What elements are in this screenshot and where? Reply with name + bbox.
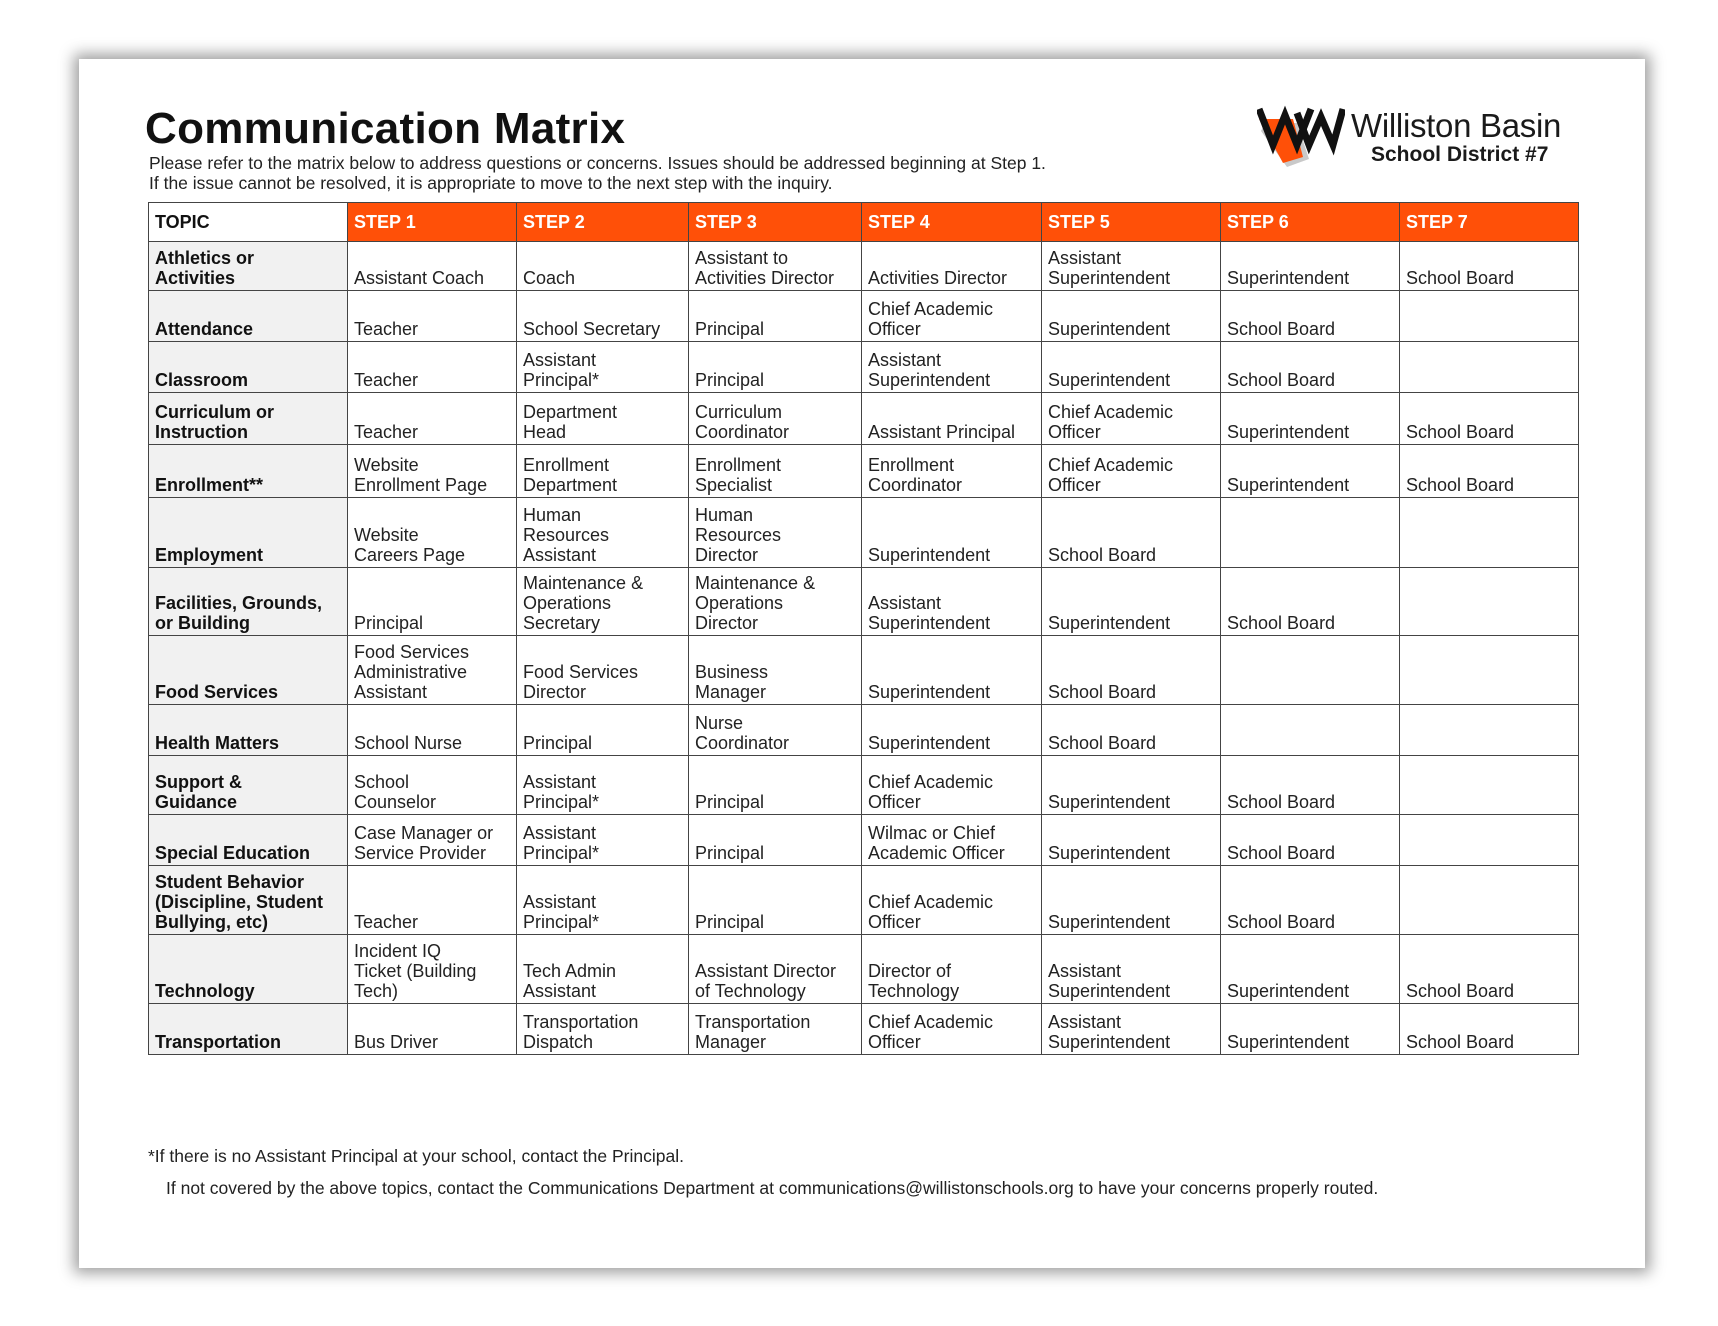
step-4-cell: Director of Technology	[862, 935, 1042, 1004]
step-4-cell: Wilmac or Chief Academic Officer	[862, 815, 1042, 866]
step-1-cell: Website Enrollment Page	[348, 445, 517, 498]
step-4-cell: Chief Academic Officer	[862, 291, 1042, 342]
communication-matrix-table	[148, 202, 1579, 1055]
topic-cell: Attendance	[149, 291, 348, 342]
header-step-2: STEP 2	[517, 203, 689, 242]
table-row	[149, 445, 1579, 498]
table-row	[149, 342, 1579, 393]
step-6-cell: School Board	[1221, 342, 1400, 393]
step-6-cell: Superintendent	[1221, 1004, 1400, 1055]
step-7-cell: School Board	[1400, 935, 1579, 1004]
step-4-cell: Superintendent	[862, 636, 1042, 705]
step-1-cell: Teacher	[348, 291, 517, 342]
step-4-cell: Chief Academic Officer	[862, 1004, 1042, 1055]
step-3-cell: Curriculum Coordinator	[689, 393, 862, 445]
topic-cell: Athletics or Activities	[149, 242, 348, 291]
wb-logo-icon	[1257, 101, 1345, 173]
table-row	[149, 1004, 1579, 1055]
step-6-cell	[1221, 498, 1400, 568]
step-1-cell: Website Careers Page	[348, 498, 517, 568]
step-1-cell: Bus Driver	[348, 1004, 517, 1055]
step-5-cell: Superintendent	[1042, 568, 1221, 636]
step-2-cell: Assistant Principal*	[517, 815, 689, 866]
step-7-cell	[1400, 291, 1579, 342]
step-7-cell	[1400, 756, 1579, 815]
step-3-cell: Nurse Coordinator	[689, 705, 862, 756]
header-step-6: STEP 6	[1221, 203, 1400, 242]
step-6-cell: School Board	[1221, 568, 1400, 636]
step-3-cell: Principal	[689, 342, 862, 393]
step-3-cell: Enrollment Specialist	[689, 445, 862, 498]
step-1-cell: Teacher	[348, 342, 517, 393]
step-7-cell	[1400, 866, 1579, 935]
topic-cell: Support & Guidance	[149, 756, 348, 815]
step-6-cell: Superintendent	[1221, 445, 1400, 498]
step-2-cell: Human Resources Assistant	[517, 498, 689, 568]
step-5-cell: Superintendent	[1042, 815, 1221, 866]
table-row	[149, 935, 1579, 1004]
step-1-cell: Assistant Coach	[348, 242, 517, 291]
step-2-cell: Assistant Principal*	[517, 342, 689, 393]
step-4-cell: Chief Academic Officer	[862, 756, 1042, 815]
page-title: Communication Matrix	[145, 104, 626, 153]
step-5-cell: Assistant Superintendent	[1042, 242, 1221, 291]
step-3-cell: Principal	[689, 291, 862, 342]
step-6-cell: Superintendent	[1221, 242, 1400, 291]
table-row	[149, 291, 1579, 342]
topic-cell: Curriculum or Instruction	[149, 393, 348, 445]
step-4-cell: Activities Director	[862, 242, 1042, 291]
table-row	[149, 815, 1579, 866]
step-7-cell: School Board	[1400, 393, 1579, 445]
header-step-5: STEP 5	[1042, 203, 1221, 242]
step-2-cell: Food Services Director	[517, 636, 689, 705]
step-7-cell: School Board	[1400, 445, 1579, 498]
step-2-cell: Enrollment Department	[517, 445, 689, 498]
step-3-cell: Principal	[689, 815, 862, 866]
step-3-cell: Business Manager	[689, 636, 862, 705]
step-2-cell: Department Head	[517, 393, 689, 445]
step-5-cell: School Board	[1042, 705, 1221, 756]
step-5-cell: Assistant Superintendent	[1042, 935, 1221, 1004]
step-1-cell: Principal	[348, 568, 517, 636]
table-body	[149, 242, 1579, 1055]
step-3-cell: Principal	[689, 866, 862, 935]
step-5-cell: Superintendent	[1042, 866, 1221, 935]
logo-subtitle: School District #7	[1371, 143, 1549, 166]
topic-cell: Transportation	[149, 1004, 348, 1055]
step-7-cell	[1400, 705, 1579, 756]
step-5-cell: Superintendent	[1042, 291, 1221, 342]
step-6-cell: School Board	[1221, 815, 1400, 866]
step-7-cell	[1400, 498, 1579, 568]
header-topic: TOPIC	[149, 203, 348, 242]
intro-line-2: If the issue cannot be resolved, it is appropriate to move to the next step with the inquiry.	[149, 173, 833, 193]
step-7-cell	[1400, 568, 1579, 636]
topic-cell: Health Matters	[149, 705, 348, 756]
topic-cell: Employment	[149, 498, 348, 568]
table-row	[149, 866, 1579, 935]
step-6-cell: School Board	[1221, 756, 1400, 815]
step-6-cell: School Board	[1221, 291, 1400, 342]
step-7-cell: School Board	[1400, 242, 1579, 291]
step-4-cell: Assistant Superintendent	[862, 342, 1042, 393]
step-3-cell: Principal	[689, 756, 862, 815]
step-7-cell	[1400, 636, 1579, 705]
step-2-cell: Maintenance & Operations Secretary	[517, 568, 689, 636]
step-1-cell: Food Services Administrative Assistant	[348, 636, 517, 705]
contact-note: If not covered by the above topics, contact the Communications Department at communications@willistonschools.org to have your concerns properly routed.	[166, 1178, 1379, 1198]
step-7-cell	[1400, 815, 1579, 866]
step-3-cell: Assistant Director of Technology	[689, 935, 862, 1004]
step-1-cell: Teacher	[348, 393, 517, 445]
step-2-cell: Tech Admin Assistant	[517, 935, 689, 1004]
step-2-cell: Transportation Dispatch	[517, 1004, 689, 1055]
step-2-cell: School Secretary	[517, 291, 689, 342]
topic-cell: Food Services	[149, 636, 348, 705]
step-5-cell: Chief Academic Officer	[1042, 393, 1221, 445]
step-3-cell: Maintenance & Operations Director	[689, 568, 862, 636]
step-1-cell: Incident IQ Ticket (Building Tech)	[348, 935, 517, 1004]
table-row	[149, 636, 1579, 705]
step-2-cell: Principal	[517, 705, 689, 756]
step-7-cell	[1400, 342, 1579, 393]
district-logo	[1257, 101, 1577, 181]
step-4-cell: Superintendent	[862, 498, 1042, 568]
step-6-cell	[1221, 636, 1400, 705]
step-5-cell: Superintendent	[1042, 756, 1221, 815]
step-3-cell: Transportation Manager	[689, 1004, 862, 1055]
step-3-cell: Human Resources Director	[689, 498, 862, 568]
step-6-cell	[1221, 705, 1400, 756]
logo-name: Williston Basin	[1351, 107, 1562, 144]
table-row	[149, 393, 1579, 445]
step-1-cell: Case Manager or Service Provider	[348, 815, 517, 866]
intro-text	[149, 153, 1046, 193]
step-2-cell: Assistant Principal*	[517, 756, 689, 815]
step-5-cell: School Board	[1042, 636, 1221, 705]
step-2-cell: Coach	[517, 242, 689, 291]
topic-cell: Technology	[149, 935, 348, 1004]
topic-cell: Classroom	[149, 342, 348, 393]
step-4-cell: Assistant Principal	[862, 393, 1042, 445]
step-4-cell: Assistant Superintendent	[862, 568, 1042, 636]
table-header-row	[149, 203, 1579, 242]
header-step-1: STEP 1	[348, 203, 517, 242]
step-6-cell: Superintendent	[1221, 935, 1400, 1004]
topic-cell: Enrollment**	[149, 445, 348, 498]
table-row	[149, 498, 1579, 568]
footnote: *If there is no Assistant Principal at your school, contact the Principal.	[148, 1146, 684, 1166]
header-step-7: STEP 7	[1400, 203, 1579, 242]
step-5-cell: Assistant Superintendent	[1042, 1004, 1221, 1055]
step-4-cell: Chief Academic Officer	[862, 866, 1042, 935]
step-7-cell: School Board	[1400, 1004, 1579, 1055]
topic-cell: Student Behavior (Discipline, Student Bullying, etc)	[149, 866, 348, 935]
table-row	[149, 242, 1579, 291]
step-1-cell: School Counselor	[348, 756, 517, 815]
topic-cell: Special Education	[149, 815, 348, 866]
table-row	[149, 705, 1579, 756]
header-step-4: STEP 4	[862, 203, 1042, 242]
header-step-3: STEP 3	[689, 203, 862, 242]
step-1-cell: School Nurse	[348, 705, 517, 756]
table-row	[149, 568, 1579, 636]
step-4-cell: Superintendent	[862, 705, 1042, 756]
step-5-cell: Chief Academic Officer	[1042, 445, 1221, 498]
step-4-cell: Enrollment Coordinator	[862, 445, 1042, 498]
step-1-cell: Teacher	[348, 866, 517, 935]
step-6-cell: Superintendent	[1221, 393, 1400, 445]
table-row	[149, 756, 1579, 815]
step-2-cell: Assistant Principal*	[517, 866, 689, 935]
step-5-cell: School Board	[1042, 498, 1221, 568]
intro-line-1: Please refer to the matrix below to address questions or concerns. Issues should be addressed beginning at Step 1.	[149, 153, 1046, 173]
step-3-cell: Assistant to Activities Director	[689, 242, 862, 291]
step-6-cell: School Board	[1221, 866, 1400, 935]
topic-cell: Facilities, Grounds, or Building	[149, 568, 348, 636]
step-5-cell: Superintendent	[1042, 342, 1221, 393]
document-sheet	[79, 59, 1645, 1268]
